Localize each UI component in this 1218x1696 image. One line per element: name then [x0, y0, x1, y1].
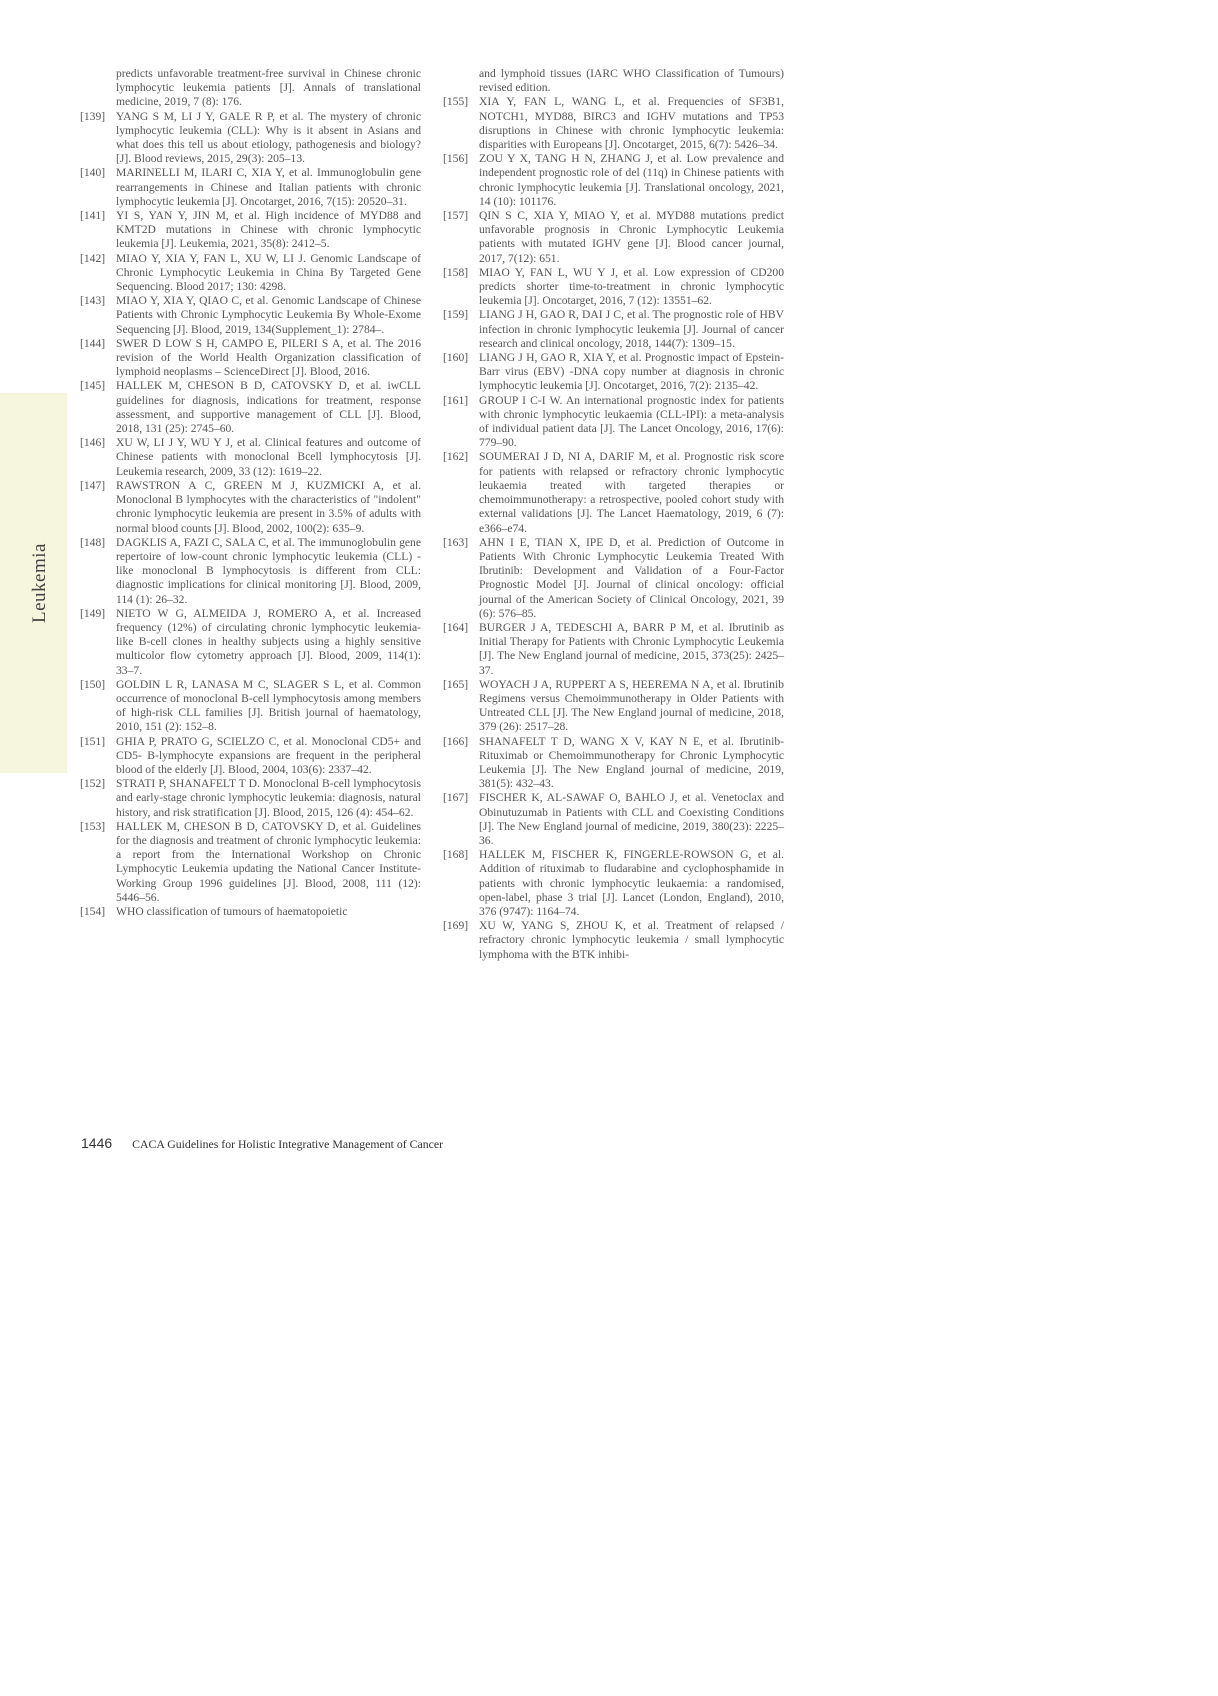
reference-text: ZOU Y X, TANG H N, ZHANG J, et al. Low prevalence and independent prognostic role of del (11q) in Chinese patients with chronic lymphocytic leukemia [J]. Translational oncology, 2021, 14 (10): 101176.: [479, 152, 784, 208]
reference-text: LIANG J H, GAO R, DAI J C, et al. The prognostic role of HBV infection in chronic lymphocytic leukemia [J]. Journal of cancer research and clinical oncology, 2018, 144(7): 1309–15.: [479, 308, 784, 350]
reference-text: SHANAFELT T D, WANG X V, KAY N E, et al. Ibrutinib-Rituximab or Chemoimmunotherapy for Chronic Lymphocytic Leukemia [J]. The New England journal of medicine, 2019, 381(5): 432–43.: [479, 734, 784, 791]
reference-number: [140]: [80, 166, 106, 180]
reference-text: NIETO W G, ALMEIDA J, ROMERO A, et al. Increased frequency (12%) of circulating chronic lymphocytic leukemia-like B-cell clones in healthy subjects using a highly sensitive multicolor flow cytometry approach [J]. Blood, 2009, 114(1): 33–7.: [116, 606, 421, 677]
reference-number: [145]: [80, 379, 106, 393]
reference-number: [160]: [443, 351, 469, 365]
reference-item: [80, 536, 421, 607]
reference-text: YANG S M, LI J Y, GALE R P, et al. The mystery of chronic lymphocytic leukemia (CLL): Why is it absent in Asians and what does this tell us about etiology, pathogenesis and biology? [J]. Blood reviews, 2015, 29(3): 205–13.: [116, 109, 421, 166]
reference-continuation: [443, 67, 784, 95]
reference-continuation: [80, 67, 421, 110]
reference-item: [443, 735, 784, 792]
reference-text: QIN S C, XIA Y, MIAO Y, et al. MYD88 mutations predict unfavorable prognosis in Chronic Lymphocytic Leukemia patients with mutated IGHV gene [J]. Blood cancer journal, 2017, 7(12): 651.: [479, 209, 784, 265]
reference-number: [158]: [443, 265, 469, 279]
reference-item: [80, 820, 421, 905]
reference-item: [443, 308, 784, 351]
reference-item: [80, 905, 421, 919]
reference-text: BURGER J A, TEDESCHI A, BARR P M, et al. Ibrutinib as Initial Therapy for Patients with Chronic Lymphocytic Leukemia [J]. The New England journal of medicine, 2015, 373(25): 2425–37.: [479, 620, 784, 677]
reference-text: GROUP I C-I W. An international prognostic index for patients with chronic lymphocytic leukaemia (CLL-IPI): a meta-analysis of individual patient data [J]. The Lancet Oncology, 2016, 17(6): 779–90.: [479, 393, 784, 450]
reference-item: [443, 621, 784, 678]
reference-column-left: [80, 67, 421, 919]
reference-text: WHO classification of tumours of haematopoietic: [116, 904, 348, 918]
reference-item: [80, 436, 421, 479]
journal-title: CACA Guidelines for Holistic Integrative Management of Cancer: [132, 1137, 444, 1151]
reference-item: [443, 95, 784, 152]
reference-text: YI S, YAN Y, JIN M, et al. High incidence of MYD88 and KMT2D mutations in Chinese with chronic lymphocytic leukemia [J]. Leukemia, 2021, 35(8): 2412–5.: [116, 209, 421, 251]
reference-number: [151]: [80, 734, 106, 748]
reference-text: MIAO Y, FAN L, WU Y J, et al. Low expression of CD200 predicts shorter time-to-treatment in chronic lymphocytic leukemia [J]. Oncotarget, 2016, 7 (12): 13551–62.: [479, 265, 784, 308]
reference-item: [80, 337, 421, 380]
reference-item: [443, 266, 784, 309]
reference-text: HALLEK M, CHESON B D, CATOVSKY D, et al. Guidelines for the diagnosis and treatment of chronic lymphocytic leukemia: a report from the International Workshop on Chronic Lymphocytic Leukemia updating the National Cancer Institute-Working Group 1996 guidelines [J]. Blood, 2008, 111 (12): 5446–56.: [116, 819, 421, 904]
reference-number: [156]: [443, 152, 469, 166]
reference-number: [139]: [80, 109, 106, 123]
reference-text: WOYACH J A, RUPPERT A S, HEEREMA N A, et al. Ibrutinib Regimens versus Chemoimmunotherapy in Older Patients with Untreated CLL [J]. The New England journal of medicine, 2018, 379 (26): 2517–28.: [479, 677, 784, 734]
reference-item: [80, 607, 421, 678]
reference-text: HALLEK M, FISCHER K, FINGERLE-ROWSON G, et al. Addition of rituximab to fludarabine and cyclophosphamide in patients with chronic lymphocytic leukaemia: a randomised, open-label, phase 3 trial [J]. Lancet (London, England), 2010, 376 (9747): 1164–74.: [479, 848, 784, 918]
reference-item: [443, 791, 784, 848]
reference-text: STRATI P, SHANAFELT T D. Monoclonal B-cell lymphocytosis and early-stage chronic lymphocytic leukemia: diagnosis, natural history, and risk stratification [J]. Blood, 2015, 126 (4): 454–62.: [116, 777, 421, 819]
reference-item: [443, 209, 784, 266]
page-footer: [81, 1135, 443, 1153]
reference-text: GOLDIN L R, LANASA M C, SLAGER S L, et al. Common occurrence of monoclonal B-cell lymphocytosis among members of high-risk CLL families [J]. British journal of haematology, 2010, 151 (2): 152–8.: [116, 677, 421, 734]
reference-number: [168]: [443, 848, 469, 862]
reference-number: [155]: [443, 95, 469, 109]
reference-text: SOUMERAI J D, NI A, DARIF M, et al. Prognostic risk score for patients with relapsed or refractory chronic lymphocytic leukaemia treated with targeted therapies or chemoimmunotherapy: a retrospective, pooled cohort study with external validations [J]. The Lancet Haematology, 2019, 6 (7): e366–e74.: [479, 450, 784, 535]
reference-text: XU W, YANG S, ZHOU K, et al. Treatment of relapsed / refractory chronic lymphocytic leukemia / small lymphocytic lymphoma with the BTK inhibi-: [479, 919, 784, 961]
reference-number: [142]: [80, 251, 106, 265]
reference-column-right: [443, 67, 784, 962]
reference-text: MIAO Y, XIA Y, FAN L, XU W, LI J. Genomic Landscape of Chronic Lymphocytic Leukemia in China By Targeted Gene Sequencing. Blood 2017; 130: 4298.: [116, 251, 421, 294]
reference-item: [443, 152, 784, 209]
reference-item: [443, 351, 784, 394]
reference-item: [443, 450, 784, 535]
reference-item: [443, 678, 784, 735]
reference-number: [159]: [443, 308, 469, 322]
reference-number: [143]: [80, 294, 106, 308]
reference-item: [80, 166, 421, 209]
reference-text: XIA Y, FAN L, WANG L, et al. Frequencies of SF3B1, NOTCH1, MYD88, BIRC3 and IGHV mutations and TP53 disruptions in Chinese with chronic lymphocytic leukemia: disparities with Europeans [J]. Oncotarget, 2015, 6(7): 5426–34.: [479, 95, 784, 152]
reference-number: [148]: [80, 535, 106, 549]
reference-text: MARINELLI M, ILARI C, XIA Y, et al. Immunoglobulin gene rearrangements in Chinese and Italian patients with chronic lymphocytic leukemia [J]. Oncotarget, 2016, 7(15): 20520–31.: [116, 166, 421, 208]
reference-number: [146]: [80, 436, 106, 450]
reference-number: [161]: [443, 393, 469, 407]
reference-text: and lymphoid tissues (IARC WHO Classification of Tumours) revised edition.: [479, 67, 784, 95]
reference-number: [147]: [80, 478, 106, 492]
reference-text: HALLEK M, CHESON B D, CATOVSKY D, et al. iwCLL guidelines for diagnosis, indications for treatment, response assessment, and supportive management of CLL [J]. Blood, 2018, 131 (25): 2745–60.: [116, 379, 421, 436]
reference-item: [80, 479, 421, 536]
reference-item: [80, 294, 421, 337]
reference-number: [167]: [443, 791, 469, 805]
reference-text: GHIA P, PRATO G, SCIELZO C, et al. Monoclonal CD5+ and CD5- B-lymphocyte expansions are frequent in the peripheral blood of the elderly [J]. Blood, 2004, 103(6): 2337–42.: [116, 734, 421, 776]
reference-text: AHN I E, TIAN X, IPE D, et al. Prediction of Outcome in Patients With Chronic Lymphocytic Leukemia Treated With Ibrutinib: Development and Validation of a Four-Factor Prognostic Model [J]. Journal of clinical oncology: official journal of the American Society of Clinical Oncology, 2021, 39 (6): 576–85.: [479, 535, 784, 620]
reference-item: [80, 735, 421, 778]
reference-number: [166]: [443, 734, 469, 748]
reference-text: RAWSTRON A C, GREEN M J, KUZMICKI A, et al. Monoclonal B lymphocytes with the characteristics of "indolent" chronic lymphocytic leukemia are present in 3.5% of adults with normal blood counts [J]. Blood, 2002, 100(2): 635–9.: [116, 478, 421, 535]
reference-item: [80, 110, 421, 167]
reference-item: [443, 848, 784, 919]
reference-text: SWER D LOW S H, CAMPO E, PILERI S A, et al. The 2016 revision of the World Health Organization classification of lymphoid neoplasms – ScienceDirect [J]. Blood, 2016.: [116, 336, 421, 379]
reference-number: [164]: [443, 620, 469, 634]
reference-number: [141]: [80, 209, 106, 223]
reference-item: [80, 678, 421, 735]
reference-number: [165]: [443, 677, 469, 691]
reference-text: XU W, LI J Y, WU Y J, et al. Clinical features and outcome of Chinese patients with monoclonal Bcell lymphocytosis [J]. Leukemia research, 2009, 33 (12): 1619–22.: [116, 436, 421, 478]
reference-number: [152]: [80, 777, 106, 791]
reference-text: FISCHER K, AL-SAWAF O, BAHLO J, et al. Venetoclax and Obinutuzumab in Patients with CLL and Coexisting Conditions [J]. The New England journal of medicine, 2019, 380(23): 2225–36.: [479, 791, 784, 847]
reference-text: MIAO Y, XIA Y, QIAO C, et al. Genomic Landscape of Chinese Patients with Chronic Lymphocytic Leukemia By Whole-Exome Sequencing [J]. Blood, 2019, 134(Supplement_1): 2784–.: [116, 294, 421, 336]
side-section-label: Leukemia: [29, 543, 50, 623]
page-number: 1446: [81, 1135, 113, 1151]
reference-text: LIANG J H, GAO R, XIA Y, et al. Prognostic impact of Epstein-Barr virus (EBV) -DNA copy number at diagnosis in chronic lymphocytic leukemia [J]. Oncotarget, 2016, 7(2): 2135–42.: [479, 351, 784, 393]
reference-number: [157]: [443, 209, 469, 223]
reference-number: [154]: [80, 904, 106, 918]
reference-item: [443, 394, 784, 451]
reference-item: [443, 919, 784, 962]
reference-number: [169]: [443, 919, 469, 933]
reference-number: [149]: [80, 606, 106, 620]
reference-number: [144]: [80, 336, 106, 350]
reference-item: [80, 209, 421, 252]
reference-item: [80, 252, 421, 295]
reference-item: [80, 777, 421, 820]
reference-number: [153]: [80, 819, 106, 833]
reference-number: [163]: [443, 535, 469, 549]
reference-number: [162]: [443, 450, 469, 464]
reference-number: [150]: [80, 677, 106, 691]
reference-item: [80, 379, 421, 436]
reference-item: [443, 536, 784, 621]
reference-text: DAGKLIS A, FAZI C, SALA C, et al. The immunoglobulin gene repertoire of low-count chronic lymphocytic leukemia (CLL) -like monoclonal B lymphocytosis is different from CLL: diagnostic implications for clinical monitoring [J]. Blood, 2009, 114 (1): 26–32.: [116, 535, 421, 606]
reference-text: predicts unfavorable treatment-free survival in Chinese chronic lymphocytic leukemia patients [J]. Annals of translational medicine, 2019, 7 (8): 176.: [116, 67, 421, 109]
